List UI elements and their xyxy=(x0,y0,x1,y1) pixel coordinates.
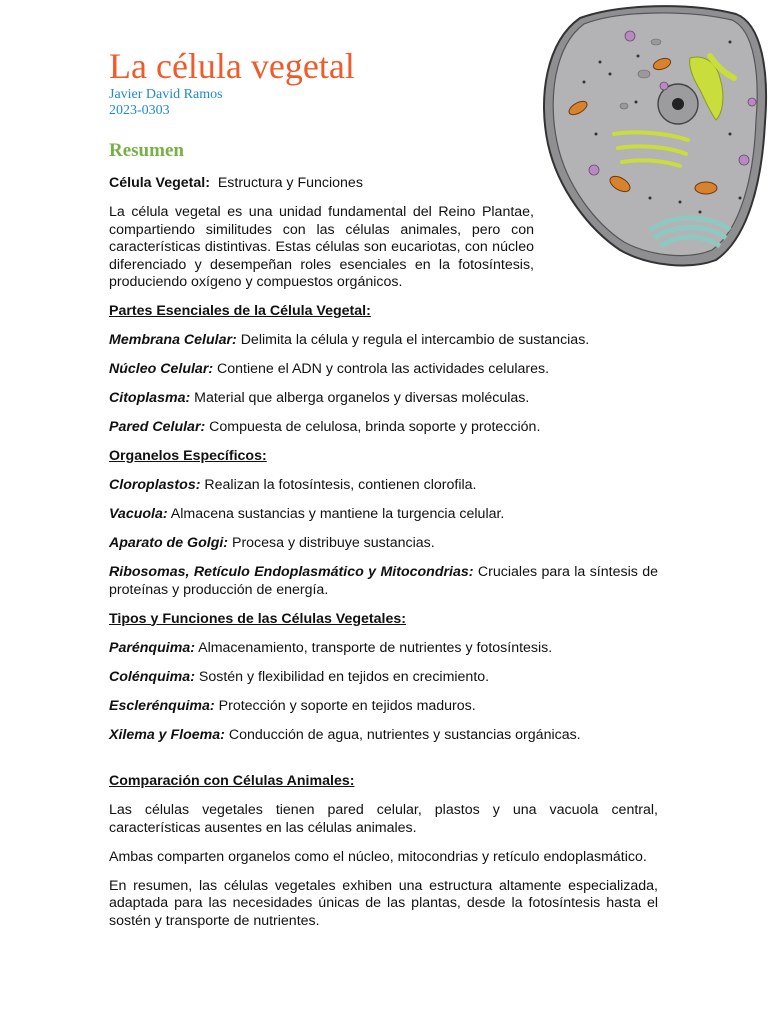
term-description: Almacena sustancias y mantiene la turgencia celular. xyxy=(170,506,505,522)
summary-subtitle xyxy=(109,175,658,193)
list-item xyxy=(109,727,658,745)
section-heading-types: Tipos y Funciones de las Células Vegetales: xyxy=(109,610,406,627)
list-item xyxy=(109,419,658,437)
term-description: Cruciales para la síntesis de proteínas y producción de energía. xyxy=(109,564,658,598)
term-label: Esclerénquima: xyxy=(109,697,215,714)
summary-subtitle-label: Célula Vegetal: xyxy=(109,175,210,191)
list-item xyxy=(109,506,658,524)
term-description: Contiene el ADN y controla las actividades celulares. xyxy=(217,361,550,377)
comparison-paragraph: En resumen, las células vegetales exhiben una estructura altamente especializada, adaptada para las necesidades únicas de las plantas, desde la fotosíntesis hasta el sostén y transporte de nutrientes. xyxy=(109,877,658,929)
list-item xyxy=(109,698,658,716)
term-label: Colénquima: xyxy=(109,668,195,685)
term-description: Compuesta de celulosa, brinda soporte y protección. xyxy=(209,419,541,435)
document-body xyxy=(109,175,658,942)
section-heading-parts: Partes Esenciales de la Célula Vegetal: xyxy=(109,303,371,319)
term-description: Protección y soporte en tejidos maduros. xyxy=(218,697,476,714)
list-item xyxy=(109,361,658,379)
author-name: Javier David Ramos xyxy=(109,87,223,102)
list-item xyxy=(109,669,658,687)
comparison-paragraph: Las células vegetales tienen pared celular, plastos y una vacuola central, características ausentes en las células animales. xyxy=(109,802,658,836)
list-item xyxy=(109,477,658,495)
term-label: Parénquima: xyxy=(109,639,195,656)
term-label: Vacuola: xyxy=(109,506,168,522)
list-item xyxy=(109,640,658,658)
term-description: Almacenamiento, transporte de nutrientes y fotosíntesis. xyxy=(198,639,553,656)
section-heading-comparison: Comparación con Células Animales: xyxy=(109,773,355,789)
list-item xyxy=(109,390,658,408)
term-label: Cloroplastos: xyxy=(109,477,201,493)
list-item xyxy=(109,332,658,350)
term-label: Pared Celular: xyxy=(109,419,206,435)
term-description: Delimita la célula y regula el intercambio de sustancias. xyxy=(240,332,590,348)
term-label: Aparato de Golgi: xyxy=(109,535,229,551)
term-description: Material que alberga organelos y diversas moléculas. xyxy=(194,390,530,406)
term-description: Realizan la fotosíntesis, contienen clorofila. xyxy=(204,477,477,493)
term-label: Citoplasma: xyxy=(109,390,191,406)
term-label: Xilema y Floema: xyxy=(109,726,225,743)
comparison-paragraph: Ambas comparten organelos como el núcleo, mitocondrias y retículo endoplasmático. xyxy=(109,848,647,865)
section-heading-organelles: Organelos Específicos: xyxy=(109,448,267,464)
term-label: Membrana Celular: xyxy=(109,332,237,348)
summary-intro: La célula vegetal es una unidad fundamental del Reino Plantae, compartiendo similitudes con las células animales, pero con características distintivas. Estas células son eucariotas, con núcleo diferenciado y desempeñan roles esenciales en la fotosíntesis, produciendo oxígeno y compuestos orgánicos. xyxy=(109,204,534,290)
list-item xyxy=(109,535,658,553)
term-description: Procesa y distribuye sustancias. xyxy=(231,535,435,551)
page-title: La célula vegetal xyxy=(109,46,355,86)
summary-subtitle-text: Estructura y Funciones xyxy=(217,175,363,191)
list-item xyxy=(109,564,658,599)
term-description: Conducción de agua, nutrientes y sustancias orgánicas. xyxy=(228,726,581,743)
term-label: Ribosomas, Retículo Endoplasmático y Mitocondrias: xyxy=(109,564,474,580)
term-label: Núcleo Celular: xyxy=(109,361,214,377)
student-id: 2023-0303 xyxy=(109,103,170,118)
term-description: Sostén y flexibilidad en tejidos en crecimiento. xyxy=(198,668,490,685)
section-heading-resumen: Resumen xyxy=(109,140,184,161)
